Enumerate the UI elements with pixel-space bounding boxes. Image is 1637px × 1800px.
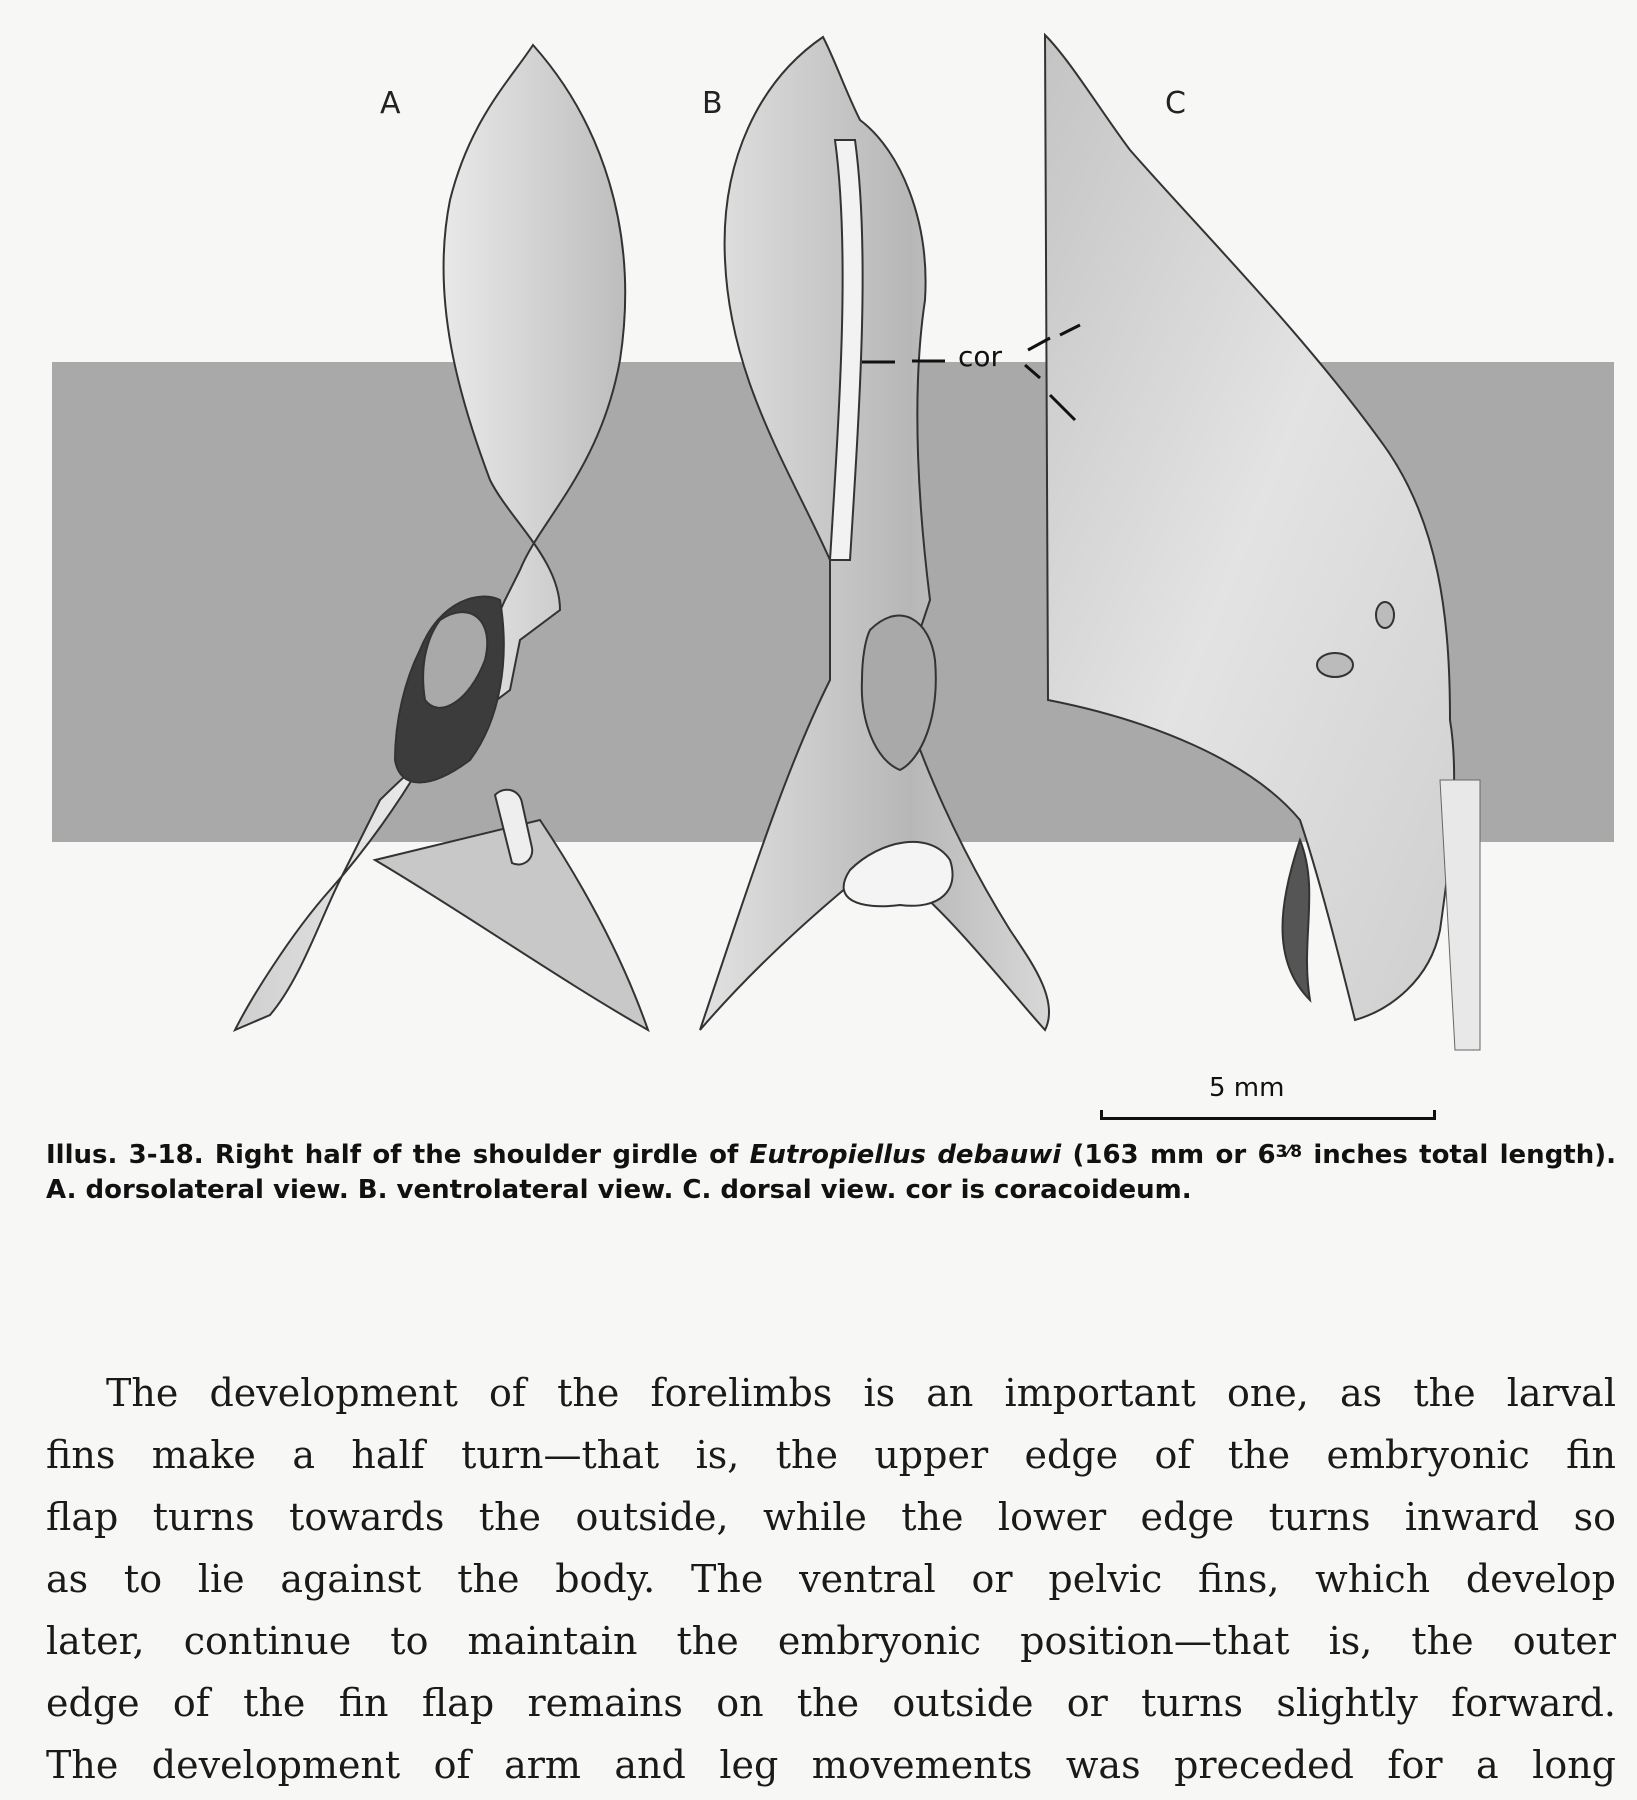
cor-leader-dash-5 <box>1025 365 1040 378</box>
caption-rest: inches total length). A. dorsolateral view. B. ventrolateral view. C. dorsal view. cor is coracoideum. <box>46 1140 1617 1205</box>
view-label-b: B <box>702 86 723 121</box>
body-line: fins make a half turn—that is, the upper edge of the embryonic fin <box>46 1433 1616 1477</box>
caption-species: Eutropiellus debauwi <box>749 1140 1062 1170</box>
body-line: later, continue to maintain the embryonic position—that is, the outer <box>46 1619 1616 1663</box>
figure-caption <box>46 1135 1616 1208</box>
scale-bar <box>1100 1110 1436 1120</box>
body-line: as to lie against the body. The ventral or pelvic fins, which develop <box>46 1557 1616 1601</box>
view-label-c: C <box>1165 86 1186 121</box>
caption-prefix: Illus. 3-18. Right half of the shoulder girdle of <box>46 1140 750 1170</box>
caption-length-fraction: 3⁄8 <box>1275 1142 1303 1162</box>
caption-after-species: (163 mm or <box>1061 1140 1258 1170</box>
body-line: flap turns towards the outside, while the lower edge turns inward so <box>46 1495 1616 1539</box>
cor-annotation: cor <box>958 340 1003 373</box>
body-line: The development of the forelimbs is an important one, as the larval <box>106 1371 1616 1415</box>
view-b-drawing <box>700 37 1049 1030</box>
scale-bar-label: 5 mm <box>1209 1073 1285 1103</box>
view-c-drawing <box>1045 35 1480 1050</box>
body-line: edge of the fin flap remains on the outside or turns slightly forward. <box>46 1681 1616 1725</box>
body-paragraph <box>46 1362 1616 1796</box>
body-line: The development of arm and leg movements was preceded for a long <box>46 1743 1616 1787</box>
caption-length-whole: 6 <box>1257 1140 1276 1170</box>
view-label-a: A <box>380 86 401 121</box>
view-a-drawing <box>235 45 648 1030</box>
